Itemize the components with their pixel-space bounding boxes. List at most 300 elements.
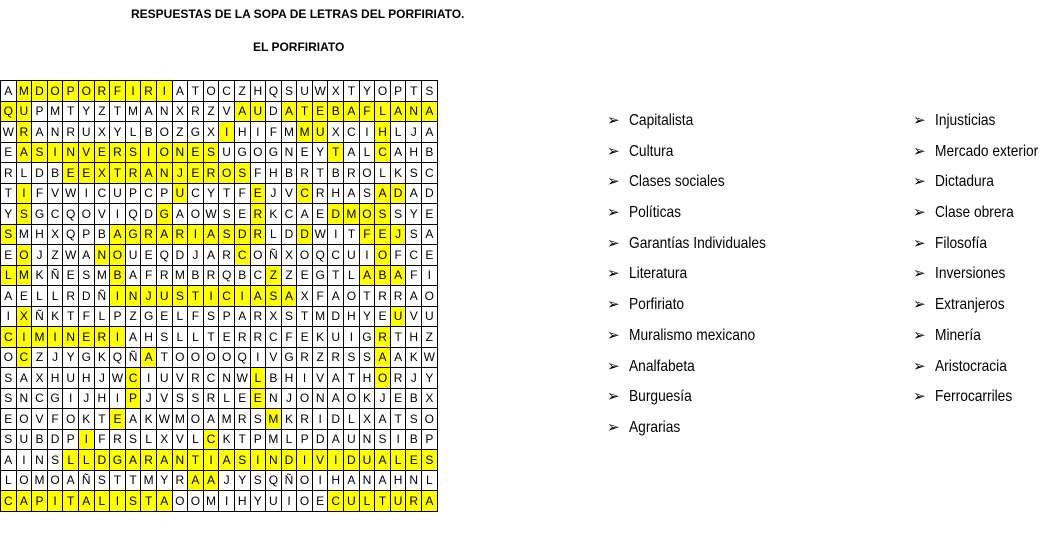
grid-cell: E — [188, 163, 204, 184]
grid-cell: A — [78, 491, 94, 512]
grid-cell: A — [375, 347, 391, 368]
grid-cell: Y — [359, 81, 375, 102]
grid-cell: R — [141, 224, 157, 245]
grid-cell: A — [141, 163, 157, 184]
grid-cell: D — [266, 101, 282, 122]
grid-cell: Ñ — [47, 265, 63, 286]
grid-cell: A — [125, 450, 141, 471]
grid-cell: E — [94, 142, 110, 163]
grid-cell: J — [94, 368, 110, 389]
grid-cell: V — [219, 101, 235, 122]
grid-cell: M — [172, 265, 188, 286]
grid-cell: A — [234, 306, 250, 327]
grid-cell: A — [156, 491, 172, 512]
grid-cell: R — [110, 142, 126, 163]
grid-cell: D — [32, 81, 48, 102]
grid-cell: H — [47, 368, 63, 389]
grid-row — [1, 81, 438, 102]
grid-cell: U — [219, 142, 235, 163]
grid-cell: I — [250, 122, 266, 143]
grid-cell: S — [32, 142, 48, 163]
grid-cell: U — [328, 327, 344, 348]
word-label: Clase obrera — [935, 204, 1014, 222]
grid-cell: R — [141, 450, 157, 471]
grid-cell: M — [219, 409, 235, 430]
grid-cell: X — [172, 101, 188, 122]
grid-cell: I — [47, 142, 63, 163]
grid-cell: O — [422, 409, 438, 430]
grid-cell: U — [125, 245, 141, 266]
grid-cell: C — [328, 491, 344, 512]
grid-cell: B — [266, 368, 282, 389]
grid-cell: A — [328, 429, 344, 450]
grid-cell: X — [47, 224, 63, 245]
grid-cell: R — [250, 327, 266, 348]
grid-cell: S — [156, 327, 172, 348]
grid-cell: J — [375, 388, 391, 409]
grid-cell: L — [78, 450, 94, 471]
grid-cell: S — [125, 142, 141, 163]
grid-cell: S — [406, 224, 422, 245]
grid-cell: I — [203, 286, 219, 307]
grid-cell: B — [234, 265, 250, 286]
grid-cell: U — [156, 368, 172, 389]
grid-cell: R — [406, 491, 422, 512]
grid-cell: O — [16, 470, 32, 491]
grid-cell: F — [78, 306, 94, 327]
word-label: Analfabeta — [629, 357, 695, 375]
grid-cell: U — [312, 122, 328, 143]
grid-cell: S — [203, 142, 219, 163]
grid-cell: P — [63, 429, 79, 450]
grid-cell: T — [328, 265, 344, 286]
grid-cell: O — [188, 409, 204, 430]
grid-cell: I — [125, 81, 141, 102]
grid-cell: I — [47, 327, 63, 348]
grid-cell: E — [156, 306, 172, 327]
grid-cell: O — [188, 204, 204, 225]
grid-cell: Ñ — [94, 286, 110, 307]
grid-cell: N — [125, 286, 141, 307]
grid-cell: V — [47, 183, 63, 204]
grid-cell: O — [359, 204, 375, 225]
word-label: Cultura — [629, 142, 674, 160]
grid-cell: Y — [406, 204, 422, 225]
grid-cell: A — [172, 204, 188, 225]
grid-cell: U — [250, 101, 266, 122]
grid-cell: U — [344, 491, 360, 512]
arrow-bullet-icon: ➢ — [913, 265, 926, 283]
grid-cell: J — [141, 388, 157, 409]
grid-cell: L — [1, 265, 17, 286]
grid-cell: E — [78, 327, 94, 348]
grid-cell: N — [219, 368, 235, 389]
grid-cell: L — [390, 450, 406, 471]
grid-row — [1, 101, 438, 122]
grid-cell: X — [266, 306, 282, 327]
grid-cell: Z — [281, 265, 297, 286]
grid-cell: I — [250, 347, 266, 368]
grid-cell: A — [344, 142, 360, 163]
grid-cell: M — [16, 265, 32, 286]
grid-cell: I — [47, 491, 63, 512]
arrow-bullet-icon: ➢ — [607, 142, 620, 160]
arrow-bullet-icon: ➢ — [607, 388, 620, 406]
grid-cell: C — [141, 183, 157, 204]
list-item — [913, 387, 1045, 418]
grid-cell: J — [406, 368, 422, 389]
grid-cell: Q — [125, 204, 141, 225]
grid-cell: O — [16, 409, 32, 430]
arrow-bullet-icon: ➢ — [607, 173, 620, 191]
grid-cell: I — [141, 142, 157, 163]
grid-cell: N — [406, 470, 422, 491]
grid-cell: T — [406, 81, 422, 102]
grid-cell: F — [188, 306, 204, 327]
grid-cell: Q — [63, 204, 79, 225]
grid-cell: A — [234, 101, 250, 122]
grid-cell: X — [328, 81, 344, 102]
grid-cell: T — [141, 491, 157, 512]
grid-cell: Z — [266, 265, 282, 286]
grid-cell: R — [94, 327, 110, 348]
grid-cell: A — [281, 286, 297, 307]
grid-cell: Ñ — [281, 470, 297, 491]
arrow-bullet-icon: ➢ — [913, 388, 926, 406]
list-item — [913, 264, 1045, 295]
grid-cell: C — [1, 491, 17, 512]
grid-cell: T — [188, 450, 204, 471]
word-label: Clases sociales — [629, 173, 725, 191]
grid-cell: R — [234, 409, 250, 430]
grid-cell: L — [390, 122, 406, 143]
grid-cell: E — [250, 183, 266, 204]
grid-cell: B — [328, 163, 344, 184]
grid-cell: T — [344, 224, 360, 245]
grid-cell: J — [141, 286, 157, 307]
arrow-bullet-icon: ➢ — [607, 326, 620, 344]
grid-cell: E — [63, 265, 79, 286]
grid-cell: E — [234, 204, 250, 225]
grid-cell: H — [406, 142, 422, 163]
word-label: Literatura — [629, 265, 688, 283]
grid-cell: Q — [156, 245, 172, 266]
grid-cell: H — [32, 224, 48, 245]
grid-row — [1, 306, 438, 327]
grid-cell: R — [250, 204, 266, 225]
list-item — [913, 357, 1045, 388]
grid-cell: N — [47, 122, 63, 143]
grid-cell: M — [312, 306, 328, 327]
grid-cell: D — [390, 183, 406, 204]
grid-cell: Y — [78, 101, 94, 122]
grid-cell: L — [375, 163, 391, 184]
grid-cell: Y — [63, 347, 79, 368]
arrow-bullet-icon: ➢ — [607, 265, 620, 283]
grid-cell: O — [375, 245, 391, 266]
list-item — [607, 326, 788, 357]
grid-cell: O — [16, 245, 32, 266]
grid-cell: F — [359, 224, 375, 245]
grid-cell: W — [1, 122, 17, 143]
grid-cell: W — [63, 183, 79, 204]
word-label: Agrarias — [629, 418, 681, 436]
grid-cell: J — [32, 245, 48, 266]
grid-cell: F — [141, 265, 157, 286]
grid-cell: C — [250, 265, 266, 286]
grid-cell: B — [406, 429, 422, 450]
grid-cell: W — [110, 368, 126, 389]
grid-cell: L — [47, 286, 63, 307]
grid-cell: L — [32, 286, 48, 307]
grid-cell: D — [47, 429, 63, 450]
grid-cell: S — [125, 491, 141, 512]
word-label: Porfiriato — [629, 296, 685, 314]
grid-cell: X — [156, 429, 172, 450]
grid-cell: H — [328, 183, 344, 204]
grid-cell: R — [344, 163, 360, 184]
grid-cell: C — [47, 204, 63, 225]
grid-cell: S — [219, 204, 235, 225]
grid-cell: E — [188, 142, 204, 163]
grid-cell: L — [375, 101, 391, 122]
grid-cell: C — [219, 81, 235, 102]
grid-cell: X — [16, 306, 32, 327]
grid-cell: E — [390, 388, 406, 409]
grid-cell: E — [1, 245, 17, 266]
grid-cell: N — [16, 388, 32, 409]
grid-cell: B — [188, 265, 204, 286]
grid-cell: D — [297, 224, 313, 245]
grid-cell: R — [63, 122, 79, 143]
arrow-bullet-icon: ➢ — [913, 112, 926, 129]
grid-cell: K — [406, 347, 422, 368]
grid-cell: N — [281, 142, 297, 163]
grid-cell: E — [63, 163, 79, 184]
grid-cell: A — [422, 101, 438, 122]
grid-cell: A — [219, 450, 235, 471]
grid-cell: M — [32, 470, 48, 491]
grid-cell: A — [375, 470, 391, 491]
grid-cell: F — [312, 286, 328, 307]
grid-cell: Q — [63, 224, 79, 245]
grid-cell: N — [406, 101, 422, 122]
grid-cell: R — [188, 368, 204, 389]
grid-cell: S — [1, 429, 17, 450]
grid-cell: R — [250, 224, 266, 245]
grid-cell: G — [281, 347, 297, 368]
grid-cell: C — [375, 142, 391, 163]
grid-cell: C — [328, 245, 344, 266]
grid-cell: V — [406, 306, 422, 327]
grid-cell: H — [78, 368, 94, 389]
grid-cell: S — [203, 306, 219, 327]
grid-cell: I — [422, 265, 438, 286]
grid-cell: N — [63, 327, 79, 348]
grid-cell: O — [188, 347, 204, 368]
grid-cell: D — [328, 204, 344, 225]
grid-cell: N — [156, 101, 172, 122]
grid-cell: I — [16, 450, 32, 471]
grid-cell: M — [344, 204, 360, 225]
grid-cell: E — [78, 163, 94, 184]
grid-cell: H — [359, 368, 375, 389]
grid-cell: B — [406, 388, 422, 409]
grid-cell: O — [297, 245, 313, 266]
grid-cell: Ñ — [125, 347, 141, 368]
grid-cell: E — [375, 224, 391, 245]
grid-cell: Z — [172, 122, 188, 143]
grid-cell: O — [344, 286, 360, 307]
grid-cell: L — [141, 429, 157, 450]
grid-cell: W — [203, 204, 219, 225]
grid-cell: S — [16, 204, 32, 225]
grid-cell: B — [141, 122, 157, 143]
grid-cell: I — [312, 470, 328, 491]
grid-cell: A — [32, 122, 48, 143]
grid-cell: E — [375, 306, 391, 327]
grid-cell: P — [156, 183, 172, 204]
grid-cell: R — [297, 163, 313, 184]
grid-cell: A — [406, 286, 422, 307]
grid-cell: U — [16, 101, 32, 122]
grid-cell: I — [328, 450, 344, 471]
grid-cell: E — [312, 204, 328, 225]
grid-cell: A — [172, 81, 188, 102]
grid-cell: T — [328, 142, 344, 163]
grid-cell: U — [78, 122, 94, 143]
grid-cell: T — [188, 286, 204, 307]
grid-cell: T — [110, 163, 126, 184]
grid-cell: M — [203, 491, 219, 512]
grid-cell: O — [359, 163, 375, 184]
grid-cell: S — [406, 409, 422, 430]
grid-cell: Y — [203, 183, 219, 204]
grid-cell: N — [156, 163, 172, 184]
grid-cell: O — [375, 368, 391, 389]
grid-cell: N — [94, 245, 110, 266]
grid-cell: E — [16, 286, 32, 307]
grid-cell: T — [110, 101, 126, 122]
grid-cell: I — [110, 286, 126, 307]
grid-cell: O — [156, 142, 172, 163]
grid-row — [1, 327, 438, 348]
grid-cell: I — [110, 327, 126, 348]
grid-cell: W — [156, 409, 172, 430]
grid-cell: Z — [422, 327, 438, 348]
grid-cell: A — [203, 470, 219, 491]
list-item — [607, 234, 788, 265]
grid-cell: U — [156, 286, 172, 307]
grid-cell: I — [78, 429, 94, 450]
grid-cell: R — [328, 347, 344, 368]
grid-cell: R — [94, 81, 110, 102]
grid-cell: R — [312, 183, 328, 204]
grid-cell: E — [422, 245, 438, 266]
grid-cell: X — [94, 122, 110, 143]
grid-cell: H — [266, 163, 282, 184]
grid-cell: G — [234, 142, 250, 163]
grid-row — [1, 163, 438, 184]
grid-cell: T — [390, 409, 406, 430]
grid-cell: Z — [94, 101, 110, 122]
grid-cell: G — [78, 347, 94, 368]
grid-cell: L — [281, 429, 297, 450]
grid-cell: L — [219, 388, 235, 409]
grid-cell: F — [110, 81, 126, 102]
word-label: Garantías Individuales — [629, 234, 766, 252]
grid-cell: T — [188, 81, 204, 102]
grid-cell: J — [78, 388, 94, 409]
grid-cell: V — [94, 204, 110, 225]
grid-cell: B — [47, 163, 63, 184]
grid-cell: T — [344, 81, 360, 102]
grid-cell: U — [16, 429, 32, 450]
word-label: Mercado exterior — [935, 142, 1039, 160]
grid-cell: C — [297, 183, 313, 204]
grid-row — [1, 183, 438, 204]
grid-cell: T — [94, 409, 110, 430]
grid-cell: P — [63, 81, 79, 102]
grid-cell: T — [359, 286, 375, 307]
grid-cell: A — [390, 347, 406, 368]
grid-row — [1, 368, 438, 389]
grid-cell: Q — [219, 265, 235, 286]
grid-cell: N — [266, 450, 282, 471]
grid-cell: C — [1, 327, 17, 348]
grid-cell: I — [110, 491, 126, 512]
grid-cell: H — [328, 470, 344, 491]
grid-cell: D — [281, 450, 297, 471]
grid-cell: C — [422, 163, 438, 184]
grid-cell: P — [78, 224, 94, 245]
grid-cell: G — [32, 204, 48, 225]
grid-cell: I — [281, 491, 297, 512]
list-item — [607, 357, 788, 388]
grid-cell: T — [125, 470, 141, 491]
grid-cell: K — [94, 347, 110, 368]
grid-cell: S — [172, 388, 188, 409]
grid-cell: L — [344, 265, 360, 286]
grid-cell: D — [312, 429, 328, 450]
grid-cell: A — [406, 183, 422, 204]
grid-cell: S — [281, 81, 297, 102]
page-subtitle: EL PORFIRIATO — [253, 40, 345, 54]
grid-cell: V — [172, 429, 188, 450]
grid-cell: F — [234, 183, 250, 204]
word-search-grid — [0, 80, 438, 512]
grid-cell: W — [234, 368, 250, 389]
grid-cell: P — [110, 306, 126, 327]
arrow-bullet-icon: ➢ — [913, 326, 926, 344]
grid-cell: E — [1, 409, 17, 430]
grid-cell: X — [94, 163, 110, 184]
grid-cell: R — [390, 286, 406, 307]
grid-cell: I — [219, 122, 235, 143]
grid-cell: S — [234, 450, 250, 471]
grid-cell: H — [234, 491, 250, 512]
grid-cell: A — [1, 450, 17, 471]
grid-cell: S — [406, 163, 422, 184]
grid-cell: T — [219, 183, 235, 204]
grid-cell: V — [312, 368, 328, 389]
grid-cell: G — [125, 224, 141, 245]
grid-cell: I — [63, 388, 79, 409]
grid-cell: D — [344, 450, 360, 471]
grid-cell: J — [219, 470, 235, 491]
grid-cell: L — [188, 327, 204, 348]
grid-cell: V — [78, 142, 94, 163]
